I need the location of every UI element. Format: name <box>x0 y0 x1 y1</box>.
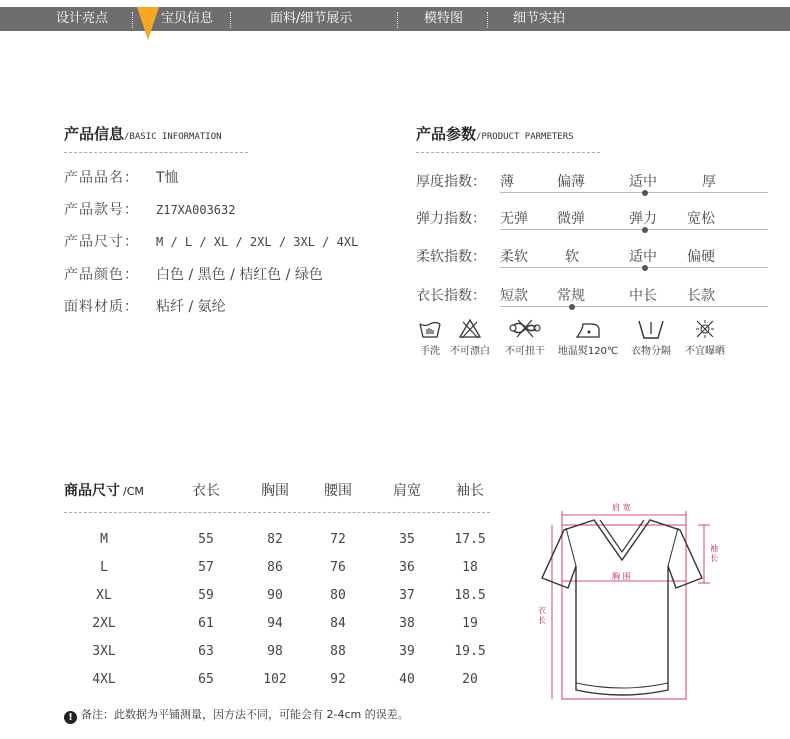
care-no-bleach <box>446 318 494 357</box>
iron-icon <box>573 318 603 340</box>
tshirt-outline-icon <box>530 498 730 708</box>
param-label: 厚度指数： <box>416 174 486 190</box>
param-label: 衣长指数： <box>416 288 486 304</box>
nav-divider <box>132 12 133 28</box>
size-cell: 18.5 <box>454 588 486 603</box>
info-value: 粘纤 / 氨纶 <box>156 299 226 315</box>
size-cell: 88 <box>330 644 346 659</box>
care-wash-separately <box>626 318 676 357</box>
param-indicator-dot <box>569 304 575 310</box>
nav-item-model-photos[interactable]: 模特图 <box>424 11 464 26</box>
size-cell: 40 <box>399 672 415 687</box>
param-row-length <box>416 285 776 305</box>
care-label: 不宜曝晒 <box>685 346 725 357</box>
info-label: 产品品名： <box>64 170 139 186</box>
param-option: 柔软 <box>500 249 528 265</box>
size-cell: 3XL <box>92 644 116 659</box>
divider <box>416 152 600 153</box>
info-label: 产品颜色： <box>64 267 139 283</box>
size-cell: 80 <box>330 588 346 603</box>
table-row <box>64 644 490 664</box>
info-row-material <box>64 296 226 316</box>
hand-wash-icon <box>418 318 442 340</box>
care-low-iron <box>555 318 621 357</box>
param-scale-line <box>500 192 768 193</box>
size-cell: 18 <box>462 560 478 575</box>
size-cell: XL <box>96 588 112 603</box>
size-table-title-text: 商品尺寸 <box>64 483 120 499</box>
care-label: 不可漂白 <box>450 346 490 357</box>
size-cell: 63 <box>198 644 214 659</box>
info-value: 白色 / 黑色 / 桔红色 / 绿色 <box>156 267 323 283</box>
param-option: 适中 <box>629 174 657 190</box>
care-no-wring <box>500 318 550 357</box>
size-cell: 19.5 <box>454 644 486 659</box>
product-info-title <box>64 123 222 144</box>
care-hand-wash <box>414 318 446 357</box>
chain-decoration <box>0 0 790 6</box>
info-row-sizes <box>64 231 358 251</box>
param-label: 柔软指数： <box>416 249 486 265</box>
param-option: 偏硬 <box>687 249 715 265</box>
product-info-title-text: 产品信息 <box>64 125 125 143</box>
size-cell: 37 <box>399 588 415 603</box>
nav-item-detail-photos[interactable]: 细节实拍 <box>513 11 566 26</box>
tshirt-diagram <box>530 498 730 708</box>
size-cell: 39 <box>399 644 415 659</box>
care-label: 手洗 <box>420 346 440 357</box>
info-row-colors <box>64 264 323 284</box>
column-header-waist: 腰围 <box>324 483 352 499</box>
size-cell: 76 <box>330 560 346 575</box>
param-scale-line <box>500 229 768 230</box>
care-label: 不可扭干 <box>505 346 545 357</box>
info-label: 面料材质： <box>64 299 139 315</box>
nav-item-design-highlights[interactable]: 设计亮点 <box>56 11 109 26</box>
note-text: 备注：此数据为平铺测量，因方法不同，可能会有 2-4cm 的误差。 <box>81 708 409 721</box>
top-nav-bar <box>0 7 790 31</box>
care-label: 地温熨120℃ <box>557 346 619 357</box>
param-option: 厚 <box>702 174 716 190</box>
table-row <box>64 532 490 552</box>
size-cell: 17.5 <box>454 532 486 547</box>
size-cell: 59 <box>198 588 214 603</box>
nav-item-product-info[interactable]: 宝贝信息 <box>161 11 214 26</box>
care-label: 衣物分隔 <box>631 346 671 357</box>
nav-divider <box>487 12 488 28</box>
param-option: 无弹 <box>500 211 528 227</box>
param-indicator-dot <box>642 265 648 271</box>
shoulder-label: 肩 宽 <box>612 503 631 512</box>
param-option: 中长 <box>629 288 657 304</box>
nav-item-fabric-details[interactable]: 面料/细节展示 <box>270 11 353 26</box>
size-cell: 4XL <box>92 672 116 687</box>
size-cell: 98 <box>267 644 283 659</box>
active-tab-pointer <box>137 7 159 40</box>
param-option: 长款 <box>687 288 715 304</box>
param-option: 宽松 <box>687 211 715 227</box>
param-indicator-dot <box>642 190 648 196</box>
size-cell: 61 <box>198 616 214 631</box>
wash-separately-icon <box>636 318 666 340</box>
param-row-thickness <box>416 171 776 191</box>
size-cell: 90 <box>267 588 283 603</box>
table-row <box>64 560 490 580</box>
column-header-length: 衣长 <box>192 483 220 499</box>
size-table-unit: /CM <box>123 485 144 498</box>
info-row-name <box>64 167 179 187</box>
size-cell: 65 <box>198 672 214 687</box>
measurement-note <box>64 706 409 724</box>
warning-icon: ! <box>64 711 77 724</box>
info-label: 产品款号： <box>64 202 139 218</box>
param-label: 弹力指数： <box>416 211 486 227</box>
size-cell: 86 <box>267 560 283 575</box>
size-cell: 19 <box>462 616 478 631</box>
nav-divider <box>397 12 398 28</box>
column-header-shoulder: 肩宽 <box>393 483 421 499</box>
size-cell: 84 <box>330 616 346 631</box>
size-cell: 72 <box>330 532 346 547</box>
column-header-chest: 胸围 <box>261 483 289 499</box>
size-cell: 36 <box>399 560 415 575</box>
size-cell: 35 <box>399 532 415 547</box>
param-row-softness <box>416 246 776 266</box>
info-row-style-number <box>64 199 235 219</box>
size-cell: 92 <box>330 672 346 687</box>
param-option: 偏薄 <box>557 174 585 190</box>
product-params-title-en: /PRODUCT PARMETERS <box>476 132 574 142</box>
info-label: 产品尺寸： <box>64 234 139 250</box>
product-info-title-en: /BASIC INFORMATION <box>124 132 222 142</box>
no-wring-icon <box>508 318 542 340</box>
param-row-elasticity <box>416 208 776 228</box>
size-cell: 38 <box>399 616 415 631</box>
param-option: 软 <box>565 249 579 265</box>
param-scale-line <box>500 306 768 307</box>
sleeve-label: 袖长 <box>710 544 718 563</box>
size-cell: 94 <box>267 616 283 631</box>
param-indicator-dot <box>642 227 648 233</box>
size-cell: 82 <box>267 532 283 547</box>
param-option: 薄 <box>500 174 514 190</box>
size-cell: 57 <box>198 560 214 575</box>
table-row <box>64 616 490 636</box>
product-params-title-text: 产品参数 <box>416 125 477 143</box>
param-scale-line <box>500 267 768 268</box>
table-row <box>64 672 490 692</box>
product-params-title <box>416 123 574 144</box>
info-value: Z17XA003632 <box>156 203 236 217</box>
column-header-sleeve: 袖长 <box>456 483 484 499</box>
info-value: M / L / XL / 2XL / 3XL / 4XL <box>156 235 359 249</box>
info-value: T恤 <box>156 170 179 186</box>
param-option: 弹力 <box>629 211 657 227</box>
chest-label: 胸 围 <box>612 572 631 581</box>
size-cell: 2XL <box>92 616 116 631</box>
no-bleach-icon <box>458 318 482 340</box>
nav-divider <box>230 12 231 28</box>
divider <box>64 152 248 153</box>
size-cell: 20 <box>462 672 478 687</box>
param-option: 常规 <box>557 288 585 304</box>
care-no-sun <box>681 318 729 357</box>
length-label: 衣长 <box>538 606 546 625</box>
size-table-title <box>64 480 144 500</box>
no-sun-icon <box>693 318 717 340</box>
param-option: 微弹 <box>557 211 585 227</box>
divider <box>64 512 490 513</box>
param-option: 短款 <box>500 288 528 304</box>
table-row <box>64 588 490 608</box>
size-cell: 102 <box>263 672 287 687</box>
size-cell: 55 <box>198 532 214 547</box>
param-option: 适中 <box>629 249 657 265</box>
size-cell: M <box>100 532 108 547</box>
size-cell: L <box>100 560 108 575</box>
